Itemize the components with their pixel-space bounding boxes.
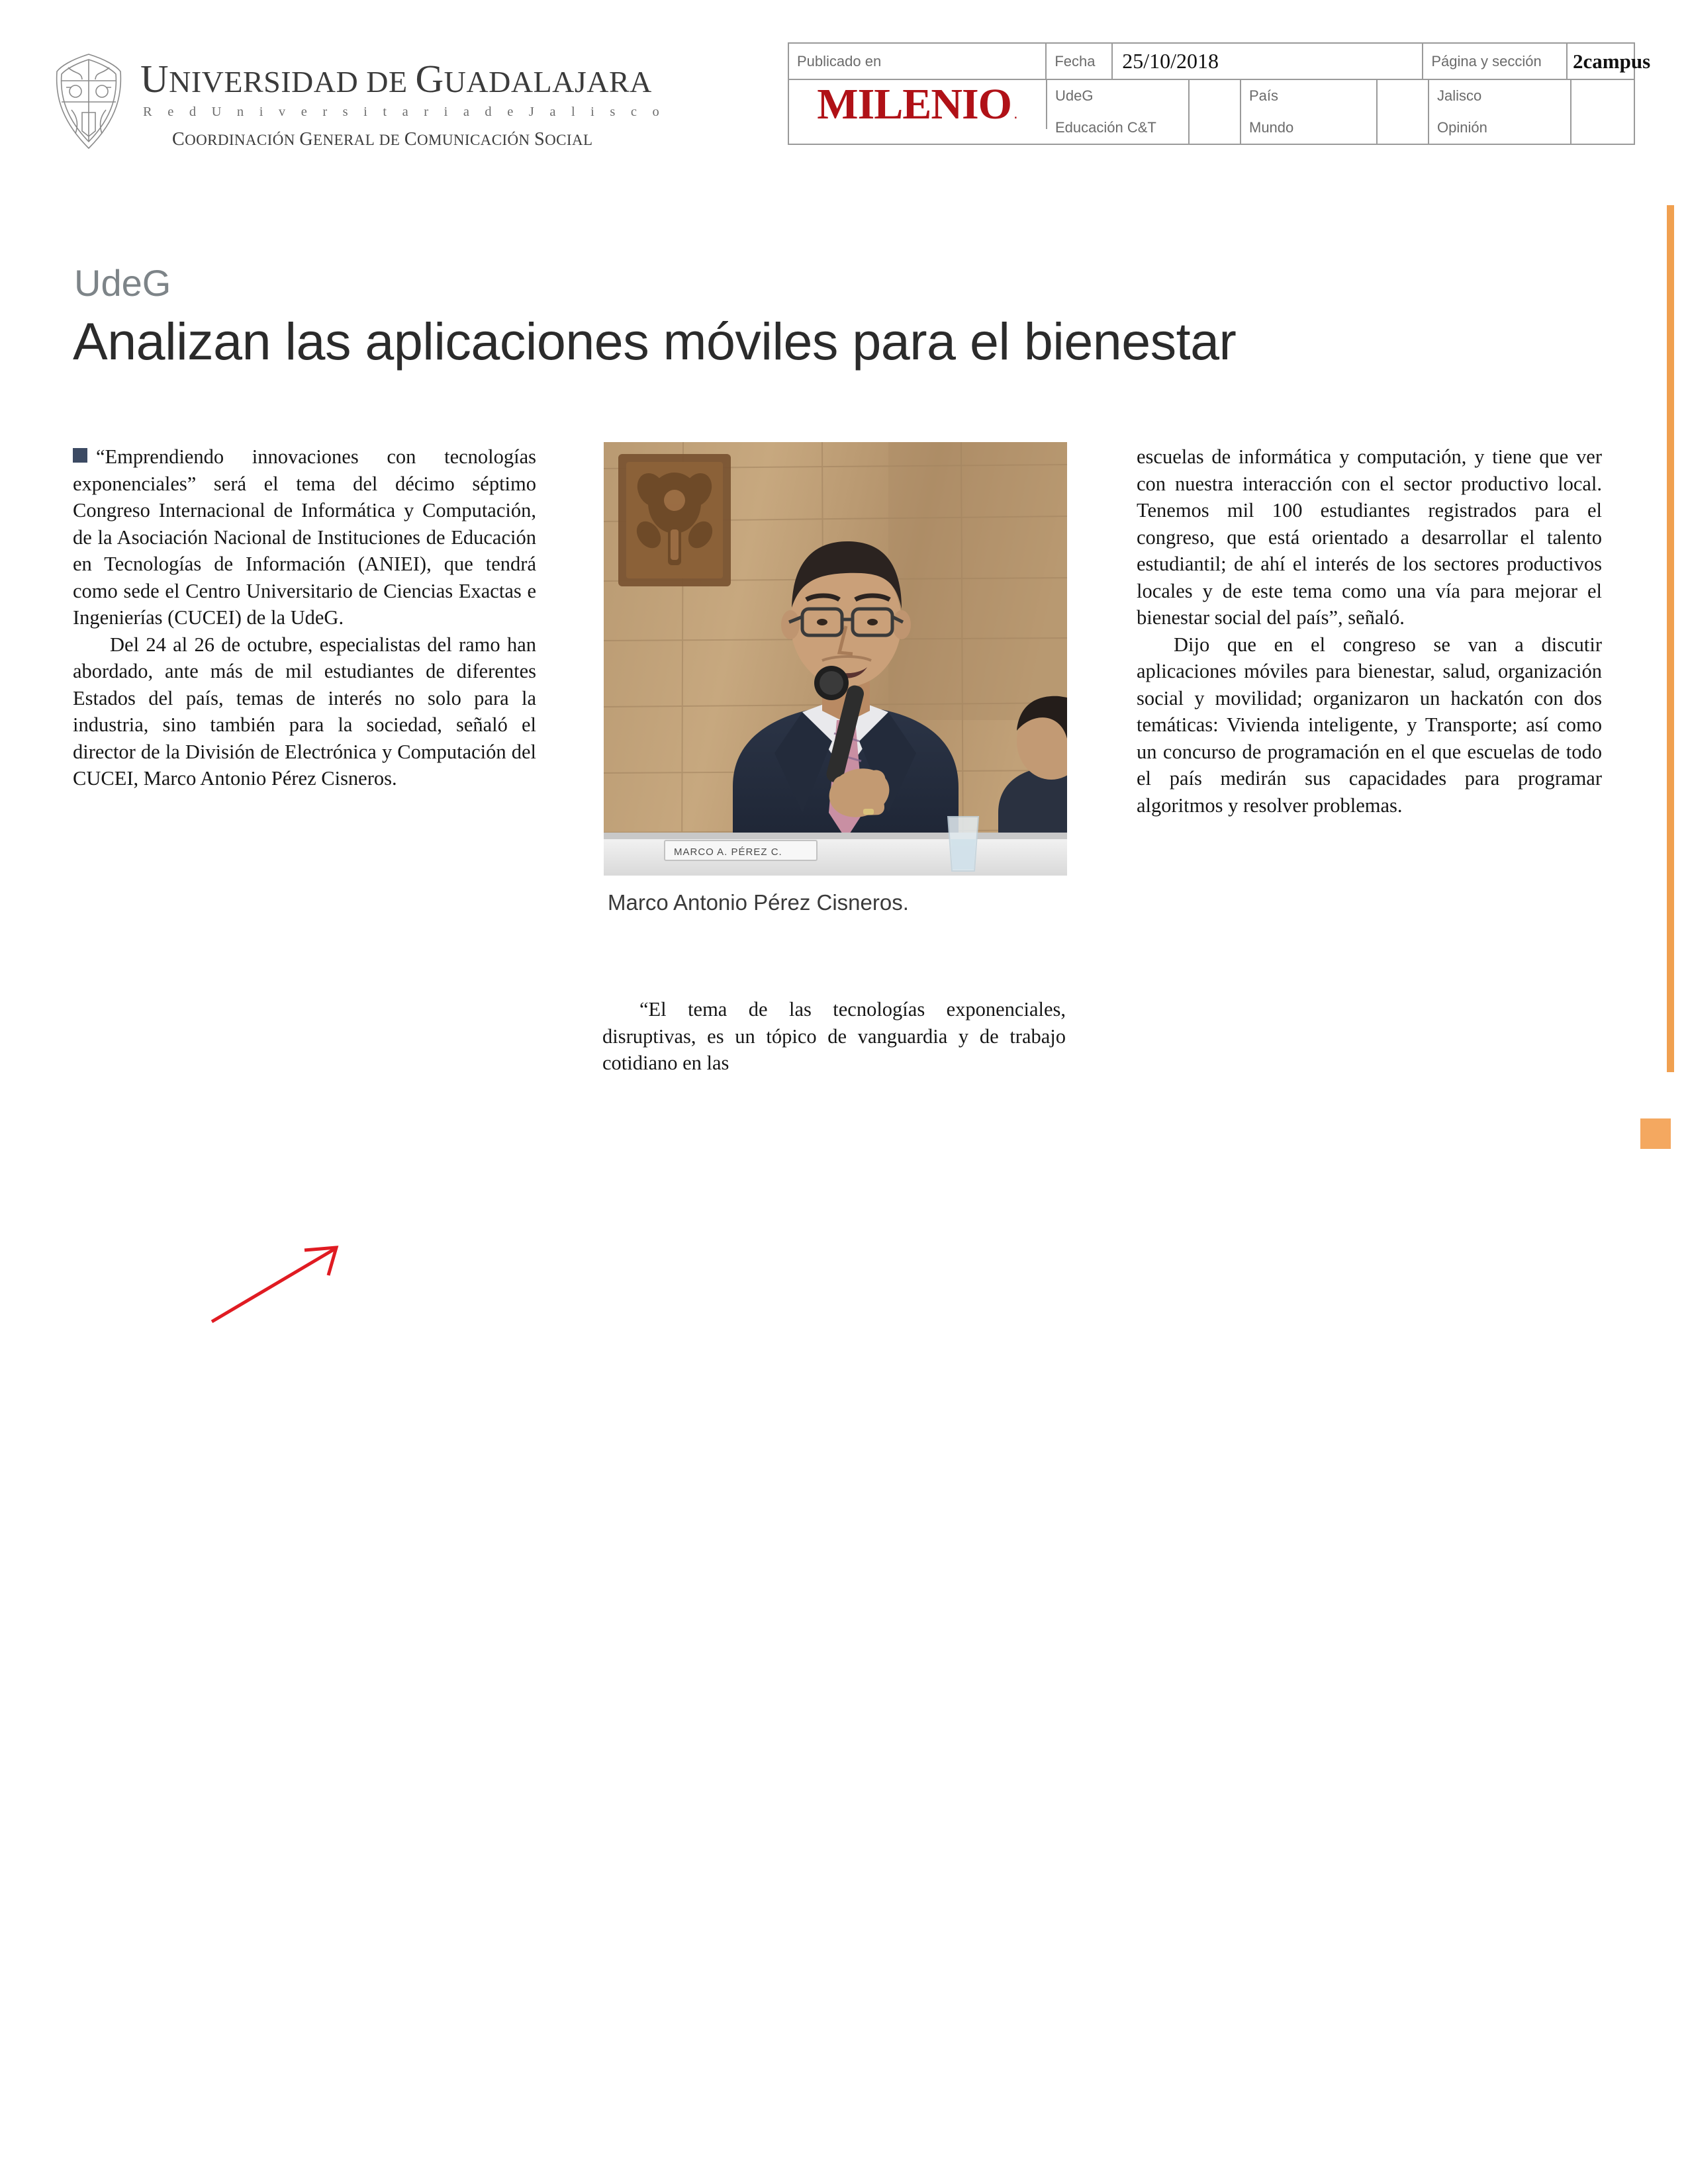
outlet-name: MILENIO: [817, 80, 1012, 128]
paragraph: “El tema de las tecnologías exponenciales, disruptivas, es un tópico de vanguardia y de trabajo cotidiano en las: [602, 998, 1066, 1074]
article-column-3: [1137, 443, 1602, 819]
category-educacion-check[interactable]: [1190, 112, 1241, 144]
paragraph: [73, 443, 536, 631]
published-in-label: Publicado en: [789, 44, 1047, 80]
photo-caption: Marco Antonio Pérez Cisneros.: [608, 890, 909, 915]
orange-margin-marker-top: [1667, 205, 1674, 589]
category-row-2: [1047, 112, 1634, 144]
paragraph: Del 24 al 26 de octubre, especialistas del ramo han abordado, ante más de mil estudiantes de diferentes Estados del país, temas de interés no solo para la industria, sino también para la sociedad, señaló el director de la División de Electrónica y Computación del CUCEI, Marco Antonio Pérez Cisneros.: [73, 633, 536, 790]
university-name: UNIVERSIDAD DE GUADALAJARA: [140, 57, 652, 101]
university-crest-icon: [52, 52, 126, 151]
page-section-label: Página y sección: [1423, 44, 1568, 80]
square-bullet-icon: [73, 448, 87, 463]
category-educacion: Educación C&T: [1047, 112, 1190, 144]
date-label: Fecha: [1047, 44, 1113, 80]
page-section-value: 2campus: [1568, 44, 1634, 80]
outlet-logo-stack: [789, 80, 1047, 144]
svg-text:MARCO A. PÉREZ C.: MARCO A. PÉREZ C.: [674, 846, 782, 858]
category-mundo: Mundo: [1241, 112, 1378, 144]
article-column-1: [73, 443, 536, 792]
university-wordmark: [140, 42, 665, 150]
paragraph: escuelas de informática y computación, y tiene que ver con nuestra interacción con el sector productivo local. Tenemos mil 100 estudiantes registrados para el congreso, que está orientado a desarrollar el talento estudiantil; de ahí el interés de los sectores productivos locales y de este tema como una vía para mejorar el bienestar social del país”, señaló.: [1137, 445, 1602, 629]
article-column-2: [602, 996, 1066, 1077]
university-logo-block: [52, 42, 767, 175]
orange-margin-marker-bottom: [1667, 589, 1674, 1072]
page-title: Analizan las aplicaciones móviles para el bienestar: [73, 312, 1237, 371]
category-jalisco-check[interactable]: [1571, 80, 1623, 112]
university-tagline: R e d U n i v e r s i t a r i a d e J a l i s c o: [143, 105, 665, 119]
coordination-line: COORDINACIÓN GENERAL DE COMUNICACIÓN SOCIAL: [172, 129, 593, 150]
category-pais: País: [1241, 80, 1378, 112]
outlet-dot: .: [1013, 105, 1018, 122]
document-header: [0, 29, 1688, 195]
info-table-row-1: [789, 44, 1651, 80]
paragraph-text: “Emprendiendo innovaciones con tecnologías exponenciales” será el tema del décimo séptimo Congreso Internacional de Informática y Computación, de la Asociación Nacional de Instituciones de Educación en Tecnologías de Información (ANIEI), que tendrá como sede el Centro Universitario de Ciencias Exactas e Ingenierías (CUCEI) de la UdeG.: [73, 445, 536, 629]
date-value: 25/10/2018: [1113, 44, 1423, 80]
category-pais-check[interactable]: [1378, 80, 1429, 112]
category-opinion: Opinión: [1429, 112, 1571, 144]
article-photo: [604, 442, 1067, 876]
red-arrow-annotation: [205, 1241, 351, 1327]
category-grid: [1047, 80, 1634, 144]
outlet-logo: [789, 80, 1047, 129]
category-row-1: [1047, 80, 1634, 112]
article-kicker: UdeG: [74, 262, 171, 304]
category-udeg-check[interactable]: [1190, 80, 1241, 112]
publication-info-table: [788, 42, 1651, 145]
category-mundo-check[interactable]: [1378, 112, 1429, 144]
info-table-row-2: [789, 80, 1634, 144]
category-udeg: UdeG: [1047, 80, 1190, 112]
paragraph: Dijo que en el congreso se van a discutir aplicaciones móviles para bienestar, salud, organización social y movilidad; organizaron un hackatón con dos temáticas: Vivienda inteligente, y Transporte; así como un concurso de programación en el que escuelas de todo el país medirán sus capacidades para programar algoritmos y resolver problemas.: [1137, 633, 1602, 817]
orange-square-marker: [1640, 1118, 1671, 1149]
category-jalisco: Jalisco: [1429, 80, 1571, 112]
category-opinion-check[interactable]: [1571, 112, 1623, 144]
